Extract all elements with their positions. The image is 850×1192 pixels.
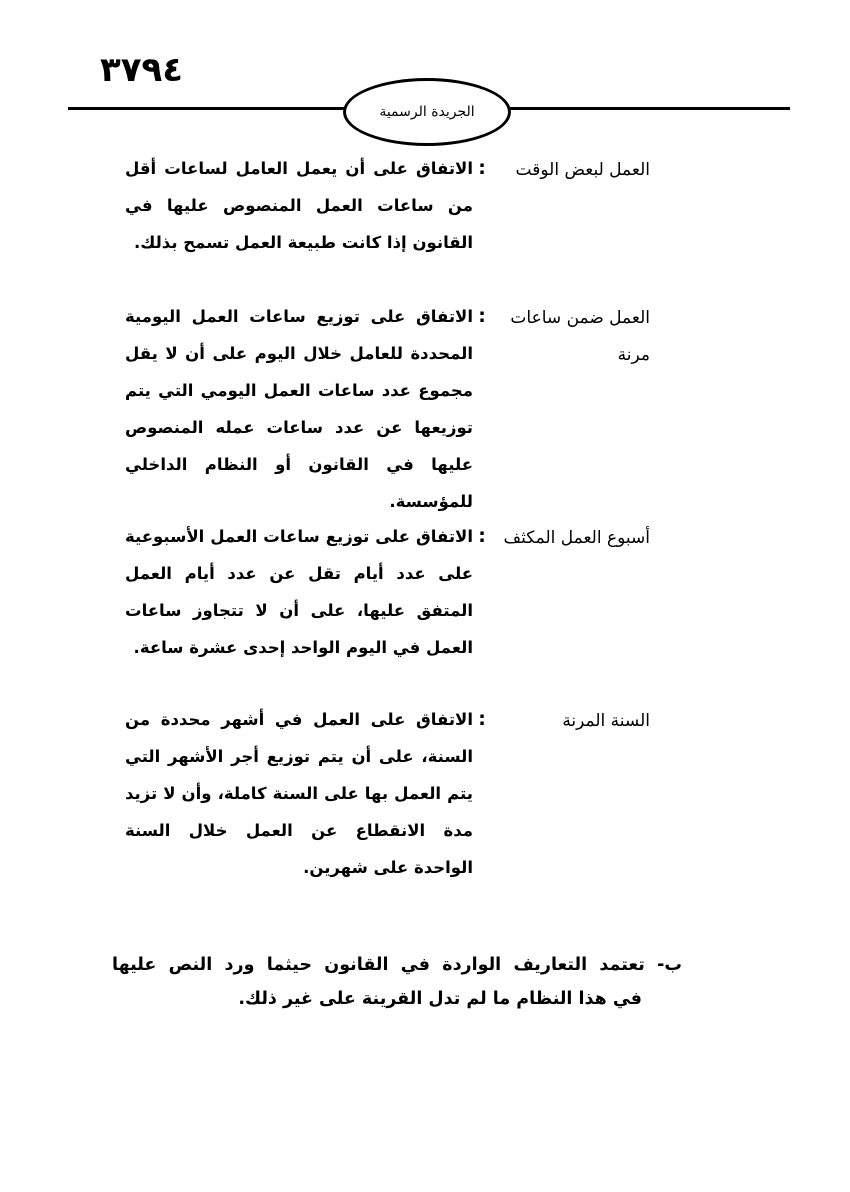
clause-b <box>112 948 682 1016</box>
term-flexible-hours: العمل ضمن ساعات مرنة <box>510 308 650 365</box>
gazette-title-oval <box>343 78 511 146</box>
term-separator: : <box>478 525 486 547</box>
gazette-title: الجريدة الرسمية <box>379 104 475 120</box>
page-number: ٣٧٩٤ <box>100 50 184 90</box>
term-separator: : <box>478 157 486 179</box>
definition-flexible-hours: الاتفاق على توزيع ساعات العمل اليومية المحددة للعامل خلال اليوم على أن لا يقل مجموع عدد ساعات العمل اليومي التي يتم توزيعها عن عدد ساعات عمله المنصوص عليها في القانون أو النظام الداخلي للمؤسسة. <box>125 307 473 511</box>
term-part-time: العمل لبعض الوقت <box>515 160 650 180</box>
term-compressed-week: أسبوع العمل المكثف <box>503 528 650 548</box>
clause-b-line-2: في هذا النظام ما لم تدل القرينة على غير ذلك. <box>238 989 642 1009</box>
definition-compressed-week: الاتفاق على توزيع ساعات العمل الأسبوعية على عدد أيام تقل عن عدد أيام العمل المتفق عليها، على أن لا تتجاوز ساعات العمل في اليوم الواحد إحدى عشرة ساعة. <box>125 527 473 657</box>
clause-b-line-1: ب- تعتمد التعاريف الواردة في القانون حيثما ورد النص عليها <box>112 955 682 975</box>
term-flexible-year: السنة المرنة <box>562 711 650 731</box>
term-separator: : <box>478 708 486 730</box>
definition-part-time: الاتفاق على أن يعمل العامل لساعات أقل من ساعات العمل المنصوص عليها في القانون إذا كانت طبيعة العمل تسمح بذلك. <box>125 159 473 252</box>
term-separator: : <box>478 305 486 327</box>
definition-flexible-year: الاتفاق على العمل في أشهر محددة من السنة، على أن يتم توزيع أجر الأشهر التي يتم العمل بها على السنة كاملة، وأن لا تزيد مدة الانقطاع عن العمل خلال السنة الواحدة على شهرين. <box>125 710 473 877</box>
